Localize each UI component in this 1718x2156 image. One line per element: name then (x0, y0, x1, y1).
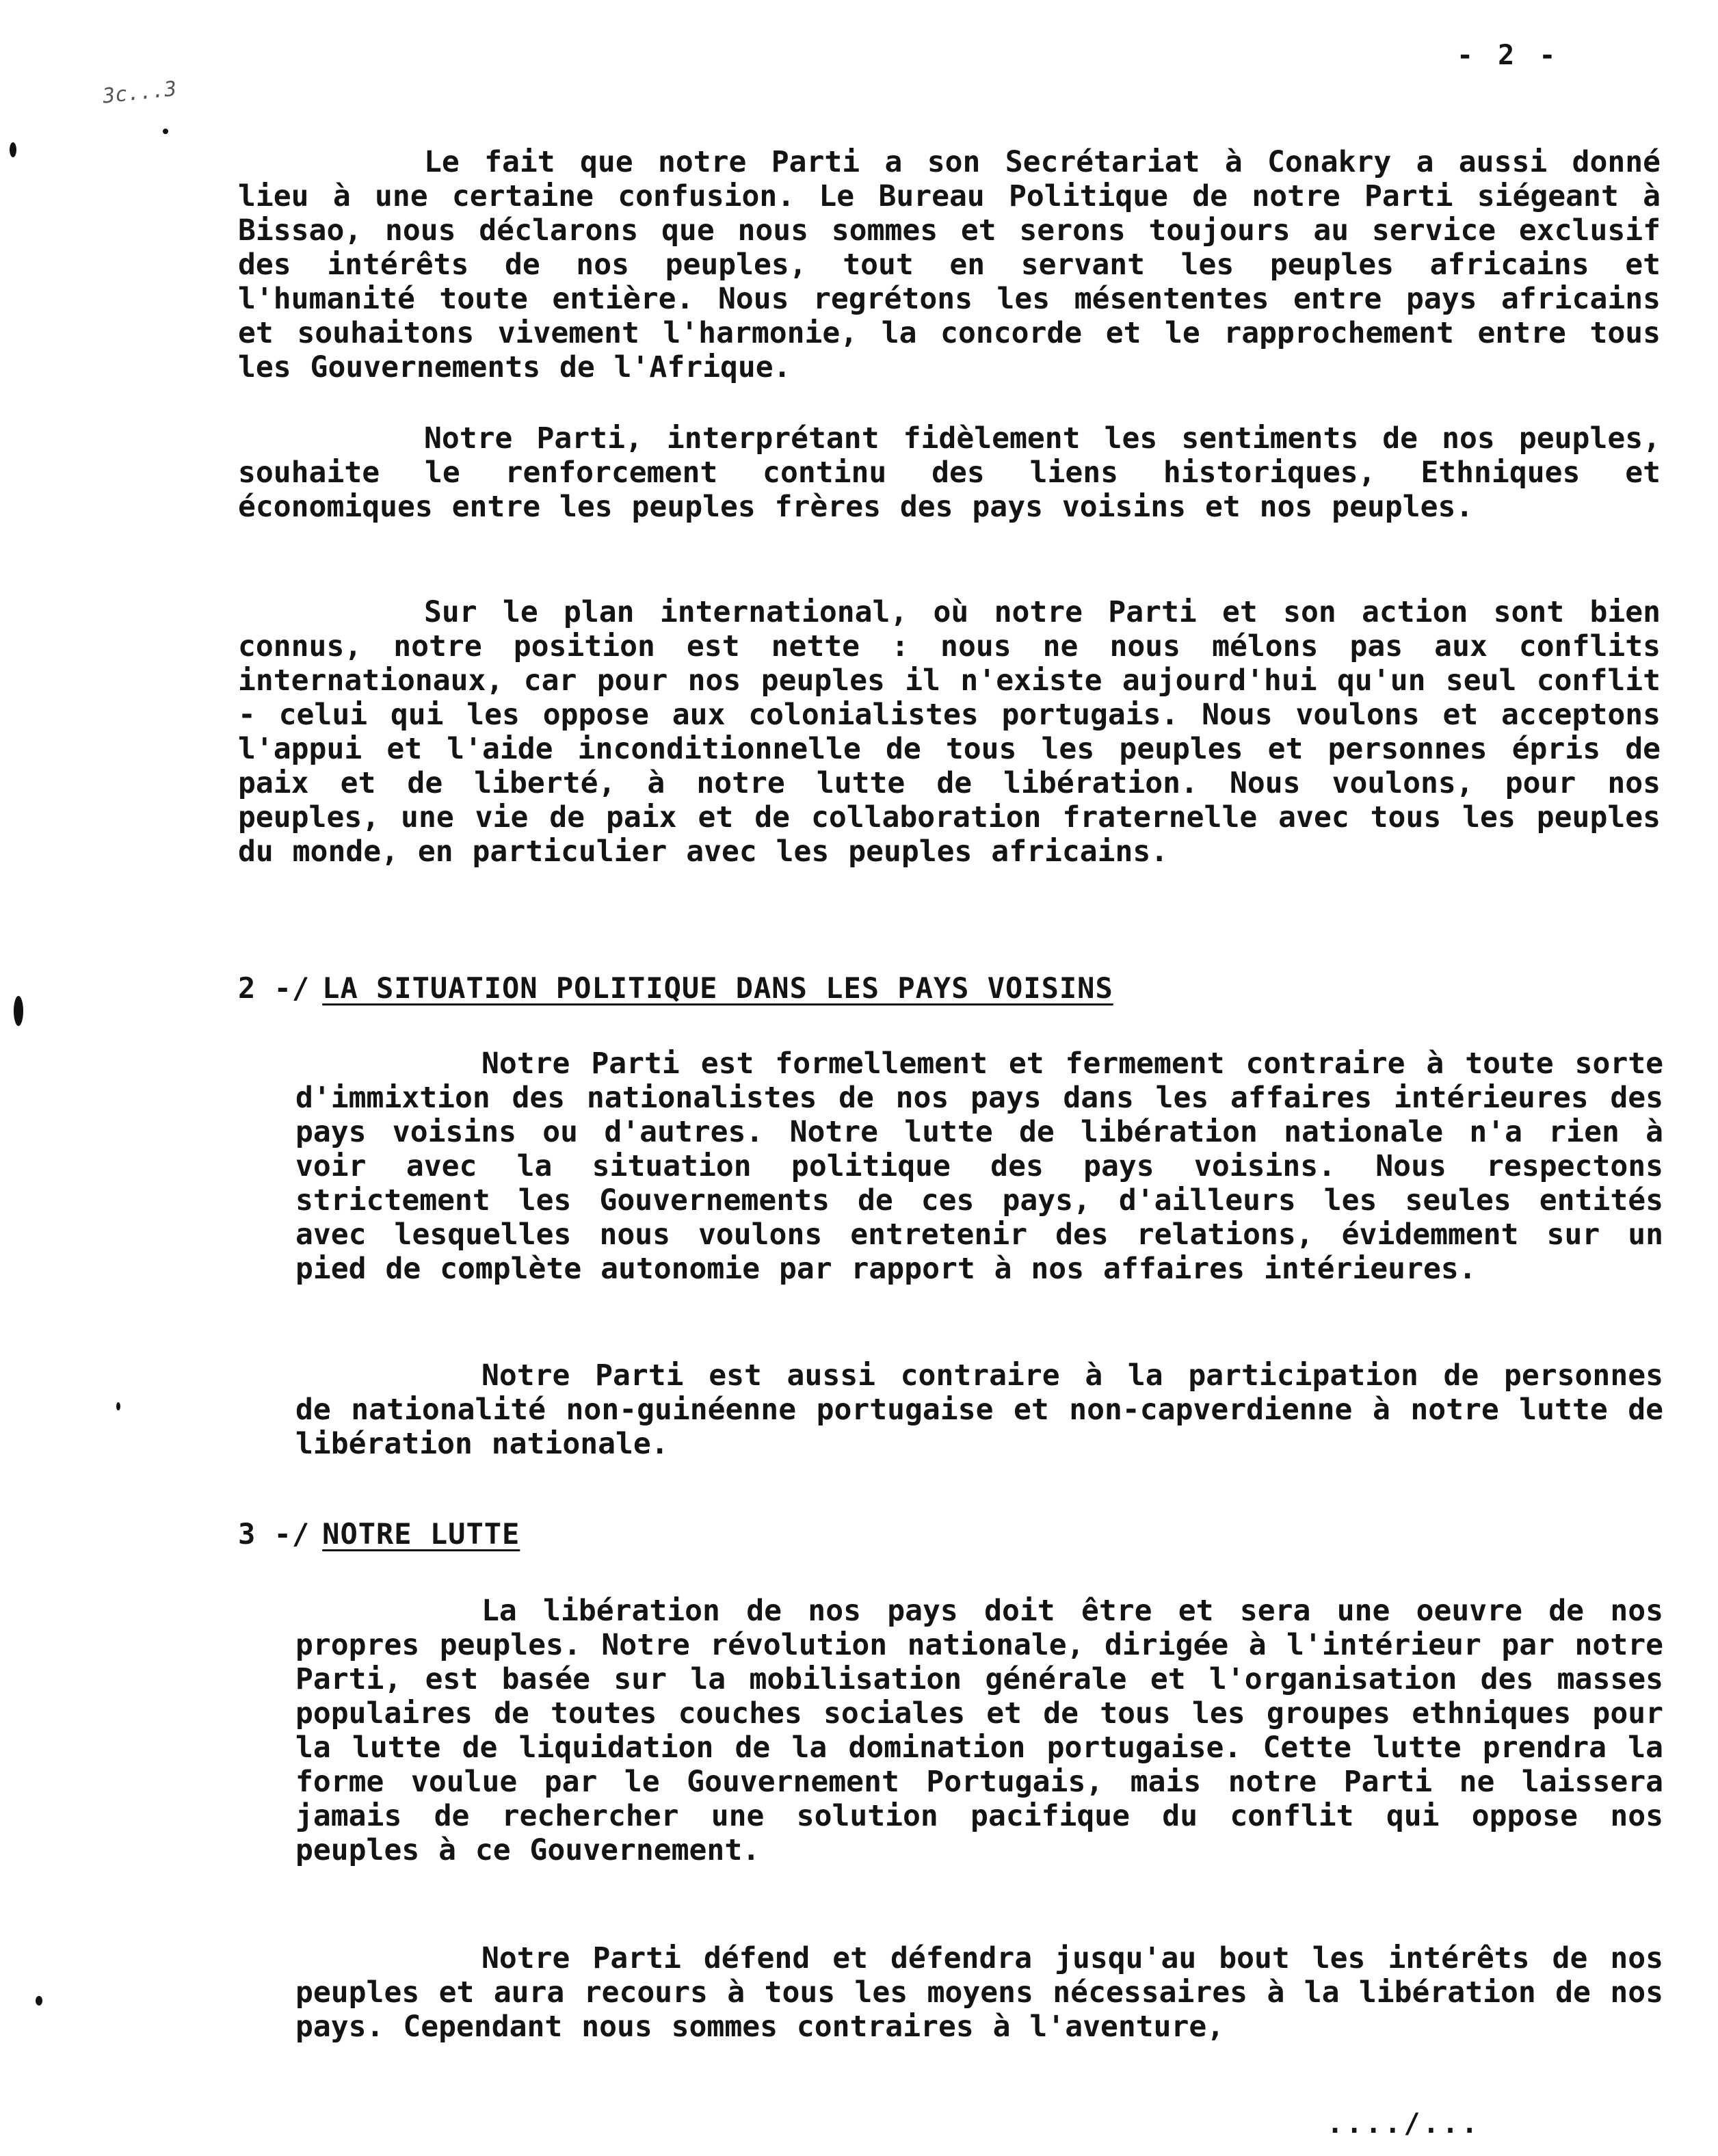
paragraph-defense: Notre Parti défend et défendra jusqu'au bout les intérêts de nos peuples et aura recours à tous les moyens nécessaires à la libération de nos pays. Cependant nous sommes contraires à l'aventure, (295, 1941, 1663, 2044)
paragraph-participation: Notre Parti est aussi contraire à la participation de personnes de nationalité non-guinéenne portugaise et non-capverdienne à notre lutte de libération nationale. (295, 1358, 1663, 1461)
paragraph-immixtion: Notre Parti est formellement et fermement contraire à toute sorte d'immixtion des nationalistes de nos pays dans les affaires intérieures des pays voisins ou d'autres. Notre lutte de libération nationale n'a rien à voir avec la situation politique des pays voisins. Nous respectons strictement les Gouvernements de ces pays, d'ailleurs les seules entités avec lesquelles nous voulons entretenir des relations, évidemment sur un pied de complète autonomie par rapport à nos affaires intérieures. (295, 1047, 1663, 1286)
section-title: NOTRE LUTTE (322, 1517, 520, 1551)
continuation-mark: ..../... (1327, 2108, 1481, 2140)
section-2-body (295, 1358, 1663, 1461)
scan-speck (36, 1996, 42, 2006)
section-3-body (295, 1941, 1663, 2044)
scan-speck (163, 129, 168, 134)
page-number: - 2 - (1457, 40, 1560, 71)
section-heading-3 (238, 1517, 520, 1551)
section-number: 3 -/ (238, 1517, 310, 1551)
intro-section (238, 421, 1661, 524)
section-3-body (295, 1594, 1663, 1867)
section-number: 2 -/ (238, 971, 310, 1005)
scan-speck (10, 142, 16, 157)
paragraph-plan-international: Sur le plan international, où notre Parti et son action sont bien connus, notre position est nette : nous ne nous mélons pas aux conflits internationaux, car pour nos peuples il n'existe aujourd'hui qu'un seul conflit - celui qui les oppose aux colonialistes portugais. Nous voulons et acceptons l'appui et l'aide inconditionnelle de tous les peuples et personnes épris de paix et de liberté, à notre lutte de libération. Nous voulons, pour nos peuples, une vie de paix et de collaboration fraternelle avec tous les peuples du monde, en particulier avec les peuples africains. (238, 595, 1661, 869)
paragraph-secretariat: Le fait que notre Parti a son Secrétariat à Conakry a aussi donné lieu à une certaine confusion. Le Bureau Politique de notre Parti siégeant à Bissao, nous déclarons que nous sommes et serons toujours au service exclusif des intérêts de nos peuples, tout en servant les peuples africains et l'humanité toute entière. Nous regrétons les mésententes entre pays africains et souhaitons vivement l'harmonie, la concorde et le rapprochement entre tous les Gouvernements de l'Afrique. (238, 145, 1661, 384)
scan-speck (116, 1402, 120, 1410)
section-heading-2 (238, 971, 1113, 1005)
intro-section (238, 595, 1661, 869)
section-2-body (295, 1047, 1663, 1286)
section-title: LA SITUATION POLITIQUE DANS LES PAYS VOISINS (322, 971, 1113, 1005)
paragraph-liens-historiques: Notre Parti, interprétant fidèlement les sentiments de nos peuples, souhaite le renforcement continu des liens historiques, Ethniques et économiques entre les peuples frères des pays voisins et nos peuples. (238, 421, 1661, 524)
scan-speck (14, 996, 23, 1026)
intro-section (238, 145, 1661, 384)
paragraph-liberation: La libération de nos pays doit être et sera une oeuvre de nos propres peuples. Notre révolution nationale, dirigée à l'intérieur par notre Parti, est basée sur la mobilisation générale et l'organisation des masses populaires de toutes couches sociales et de tous les groupes ethniques pour la lutte de liquidation de la domination portugaise. Cette lutte prendra la forme voulue par le Gouvernement Portugais, mais notre Parti ne laissera jamais de rechercher une solution pacifique du conflit qui oppose nos peuples à ce Gouvernement. (295, 1594, 1663, 1867)
handwritten-corner-mark: 3c...3 (101, 77, 178, 109)
